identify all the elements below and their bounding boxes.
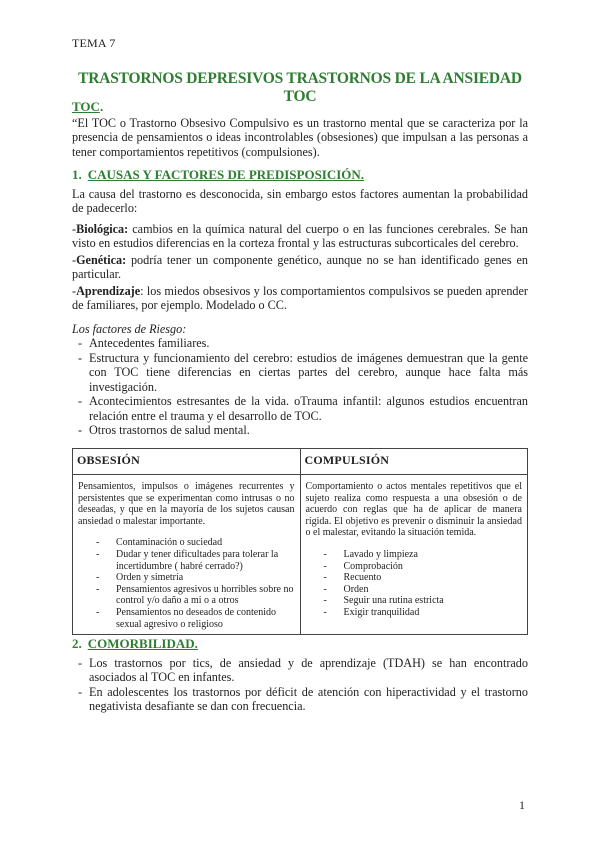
list-item: - Acontecimientos estresantes de la vida. oTrauma infantil: algunos estudios encuentran relación entre el trauma y el desarrollo de TOC. [78, 394, 528, 423]
list-item: - Dudar y tener dificultades para tolerar la incertidumbre ( habré cerrado?) [90, 549, 295, 572]
section-1-number: 1. [72, 167, 82, 182]
table-row [73, 475, 528, 635]
list-item: - Comprobación [318, 561, 523, 573]
list-item: - Lavado y limpieza [318, 549, 523, 561]
list-item: - Orden [318, 584, 523, 596]
section-2-title: COMORBILIDAD. [87, 636, 198, 652]
factor-label: Biológica: [76, 221, 129, 236]
document-body [72, 100, 528, 714]
document-title: TRASTORNOS DEPRESIVOS TRASTORNOS DE LA ANSIEDAD TOC [78, 70, 522, 105]
section-1-title: CAUSAS Y FACTORES DE PREDISPOSICIÓN. [87, 167, 365, 182]
risk-factors-list [78, 336, 528, 438]
list-item: - Seguir una rutina estricta [318, 595, 523, 607]
factor-aprendizaje [72, 284, 528, 313]
factor-text: : los miedos obsesivos y los comportamientos compulsivos se pueden aprender de familiares, por ejemplo. Modelado o CC. [72, 283, 528, 312]
compulsion-description: Comportamiento o actos mentales repetitivos que el sujeto realiza como respuesta a una obsesión o de acuerdo con reglas que ha de aplicar de manera rígida. El objetivo es prevenir o disminuir la ansiedad o el malestar, evitando la situación temida. [305, 481, 522, 539]
obsesion-compulsion-table [72, 448, 528, 636]
comorbidity-list [78, 656, 528, 714]
toc-heading-suffix: . [99, 99, 104, 114]
list-item: - Otros trastornos de salud mental. [78, 423, 528, 438]
factor-label: Aprendizaje [76, 283, 141, 298]
compulsion-list [318, 549, 523, 619]
factor-text: cambios en la química natural del cuerpo o en las funciones cerebrales. Se han visto en estudios diferencias en la corteza frontal y las estructuras subcorticales del cerebro. [72, 221, 528, 250]
obsesion-list [90, 537, 295, 630]
toc-heading [72, 100, 528, 115]
compulsion-cell [300, 475, 528, 635]
section-2-number: 2. [72, 636, 82, 652]
factor-genetica [72, 253, 528, 282]
list-item: - Antecedentes familiares. [78, 336, 528, 351]
list-item: - Orden y simetría [90, 572, 295, 584]
list-item: - Contaminación o suciedad [90, 537, 295, 549]
list-item: - Pensamientos agresivos u horribles sobre no control y/o daño a mi o a otros [90, 584, 295, 607]
table-header-row [73, 448, 528, 475]
header-compulsion: COMPULSIÓN [300, 448, 528, 475]
page-number: 1 [519, 798, 525, 812]
factor-biologica [72, 222, 528, 251]
factor-prefix: - [72, 252, 77, 267]
list-item: - Recuento [318, 572, 523, 584]
toc-heading-text: TOC [72, 99, 100, 114]
list-item: - Los trastornos por tics, de ansiedad y de aprendizaje (TDAH) se han encontrado asociados al TOC en infantes. [78, 656, 528, 685]
list-item: - Estructura y funcionamiento del cerebro: estudios de imágenes demuestran que la gente con TOC tiene diferencias en ciertas partes del cerebro, aunque hace falta más investigación. [78, 351, 528, 395]
obsesion-cell [73, 475, 301, 635]
list-item: - En adolescentes los trastornos por déficit de atención con hiperactividad y el trastorno negativista desafiante se dan con frecuencia. [78, 685, 528, 714]
factor-text: podría tener un componente genético, aunque no se han identificado genes en particular. [72, 252, 528, 281]
section-1-heading [72, 168, 528, 183]
factor-prefix: - [72, 221, 77, 236]
header-obsesion: OBSESIÓN [73, 448, 301, 475]
list-item: - Pensamientos no deseados de contenido sexual agresivo o religioso [90, 607, 295, 630]
section-2-heading [72, 637, 528, 652]
risk-factors-heading: Los factores de Riesgo: [72, 321, 187, 336]
factor-label: Genética: [76, 252, 127, 267]
obsesion-description: Pensamientos, impulsos o imágenes recurrentes y persistentes que se experimentan como intrusas o no deseadas, y que en la mayoría de los sujetos causan ansiedad o malestar importante. [78, 481, 295, 527]
factor-prefix: - [72, 283, 77, 298]
intro-paragraph: “El TOC o Trastorno Obsesivo Compulsivo es un trastorno mental que se caracteriza por la presencia de pensamientos o ideas incontrolables (obsesiones) que impulsan a las personas a tener comportamientos repetitivos (compulsiones). [72, 115, 528, 159]
section-1-intro: La causa del trastorno es desconocida, sin embargo estos factores aumentan la probabilidad de padecerlo: [72, 186, 528, 215]
page-header: TEMA 7 [72, 36, 116, 50]
list-item: - Exigir tranquilidad [318, 607, 523, 619]
